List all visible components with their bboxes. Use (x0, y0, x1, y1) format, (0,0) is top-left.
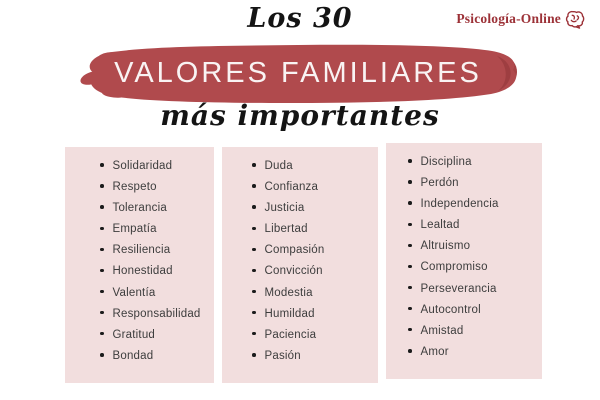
list-item: Bondad (100, 346, 214, 367)
banner-title: VALORES FAMILIARES (114, 57, 482, 89)
list-item: Compasión (252, 240, 378, 261)
values-list-3 (408, 152, 542, 363)
title-banner (78, 42, 518, 105)
list-item: Perdón (408, 173, 542, 194)
title-subtitle: más importantes (160, 99, 440, 132)
list-item: Perseverancia (408, 279, 542, 300)
values-column-2 (222, 147, 378, 383)
values-column-3 (386, 143, 542, 379)
list-item: Responsabilidad (100, 304, 214, 325)
list-item: Paciencia (252, 325, 378, 346)
list-item: Resiliencia (100, 240, 214, 261)
list-item: Compromiso (408, 257, 542, 278)
list-item: Independencia (408, 194, 542, 215)
list-item: Autocontrol (408, 300, 542, 321)
values-column-1 (65, 147, 214, 383)
values-list-2 (252, 156, 378, 367)
list-item: Pasión (252, 346, 378, 367)
list-item: Disciplina (408, 152, 542, 173)
list-item: Modestia (252, 283, 378, 304)
list-item: Amor (408, 342, 542, 363)
list-item: Empatía (100, 219, 214, 240)
list-item: Amistad (408, 321, 542, 342)
values-list-1 (100, 156, 214, 367)
list-item: Duda (252, 156, 378, 177)
title-overline: Los 30 (247, 3, 353, 34)
list-item: Altruismo (408, 236, 542, 257)
list-item: Confianza (252, 177, 378, 198)
logo-text: Psicología-Online (456, 11, 561, 26)
values-columns (65, 147, 542, 383)
list-item: Justicia (252, 198, 378, 219)
list-item: Respeto (100, 177, 214, 198)
list-item: Libertad (252, 219, 378, 240)
list-item: Lealtad (408, 215, 542, 236)
list-item: Honestidad (100, 261, 214, 282)
list-item: Valentía (100, 283, 214, 304)
list-item: Solidaridad (100, 156, 214, 177)
list-item: Convicción (252, 261, 378, 282)
list-item: Humildad (252, 304, 378, 325)
list-item: Gratitud (100, 325, 214, 346)
list-item: Tolerancia (100, 198, 214, 219)
